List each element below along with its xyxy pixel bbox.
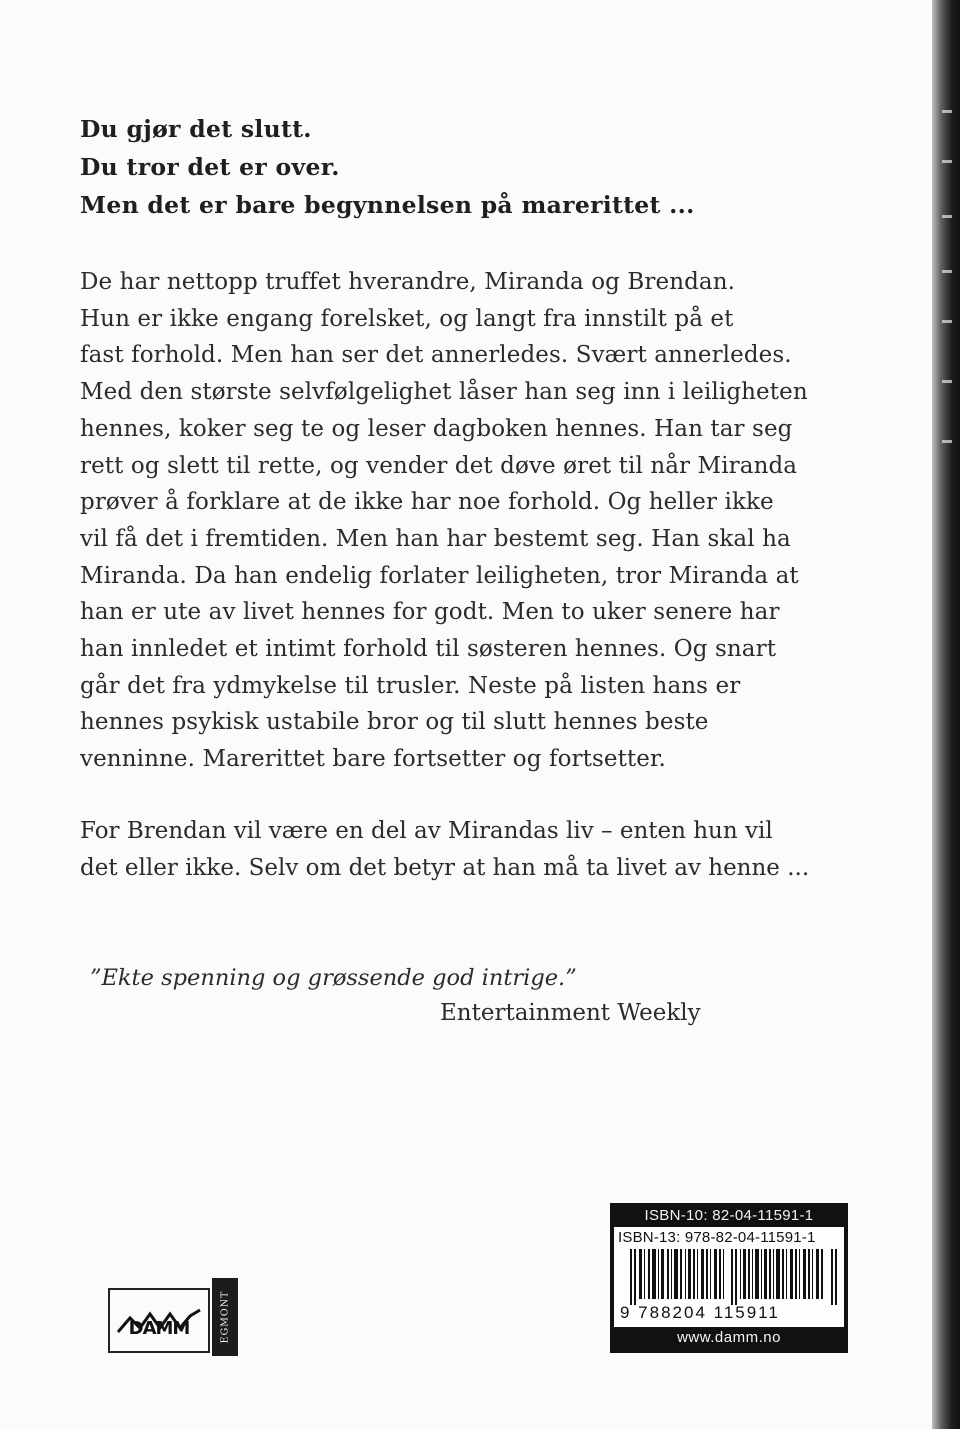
barcode-icon (630, 1249, 838, 1305)
spine-mark (942, 215, 952, 218)
closing-line: det eller ikke. Selv om det betyr at han må ta livet av henne ... (80, 854, 810, 881)
blurb-line: hennes, koker seg te og leser dagboken hennes. Han tar seg (80, 415, 793, 442)
isbn10-label: ISBN-10: 82-04-11591-1 (644, 1207, 814, 1224)
blurb-line: går det fra ydmykelse til trusler. Neste på listen hans er (80, 672, 741, 699)
blurb-line: De har nettopp truffet hverandre, Miranda og Brendan. (80, 269, 736, 295)
barcode-panel (614, 1227, 844, 1327)
blurb-line: Med den største selvfølgelighet låser han seg inn i leiligheten (80, 379, 808, 406)
spine-mark (942, 440, 952, 443)
blurb-line: han innledet et intimt forhold til søsteren hennes. Og snart (80, 636, 777, 663)
review-source: Entertainment Weekly (440, 1000, 701, 1026)
barcode-digits: 9 788204 115911 (620, 1303, 780, 1322)
logo-text: DAMM (128, 1318, 190, 1339)
isbn-barcode-block (610, 1203, 848, 1353)
hook-line: Men det er bare begynnelsen på marerittet ... (80, 191, 695, 219)
review-quote: ”Ekte spenning og grøssende god intrige.” (90, 965, 577, 991)
closing-line: For Brendan vil være en del av Mirandas liv – enten hun vil (80, 817, 773, 844)
blurb-line: Miranda. Da han endelig forlater leiligheten, tror Miranda at (80, 562, 799, 589)
blurb-paragraph (80, 264, 900, 778)
imprint-badge (212, 1278, 238, 1356)
blurb-line: venninne. Marerittet bare fortsetter og fortsetter. (80, 746, 666, 773)
publisher-logo (108, 1288, 210, 1353)
closing-paragraph (80, 813, 900, 886)
spine-mark (942, 110, 952, 113)
blurb-line: prøver å forklare at de ikke har noe forhold. Og heller ikke (80, 489, 774, 516)
blurb-line: vil få det i fremtiden. Men han har bestemt seg. Han skal ha (80, 525, 791, 552)
hook-lines (80, 110, 900, 224)
blurb-line: rett og slett til rette, og vender det døve øret til når Miranda (80, 452, 798, 479)
spine-mark (942, 380, 952, 383)
isbn13-label: ISBN-13: 978-82-04-11591-1 (618, 1229, 816, 1246)
back-cover-text (80, 110, 900, 886)
blurb-line: Hun er ikke engang forelsket, og langt fra innstilt på et (80, 305, 734, 332)
spine-mark (942, 160, 952, 163)
blurb-line: han er ute av livet hennes for godt. Men to uker senere har (80, 599, 780, 626)
blurb-line: fast forhold. Men han ser det annerledes. Svært annerledes. (80, 342, 792, 369)
spine-mark (942, 270, 952, 273)
publisher-website: www.damm.no (677, 1329, 781, 1346)
imprint-text: EGMONT (219, 1290, 231, 1344)
hook-line: Du tror det er over. (80, 153, 340, 181)
spine-mark (942, 320, 952, 323)
book-spine-edge (932, 0, 960, 1429)
blurb-line: hennes psykisk ustabile bror og til slutt hennes beste (80, 709, 709, 736)
hook-line: Du gjør det slutt. (80, 115, 312, 143)
